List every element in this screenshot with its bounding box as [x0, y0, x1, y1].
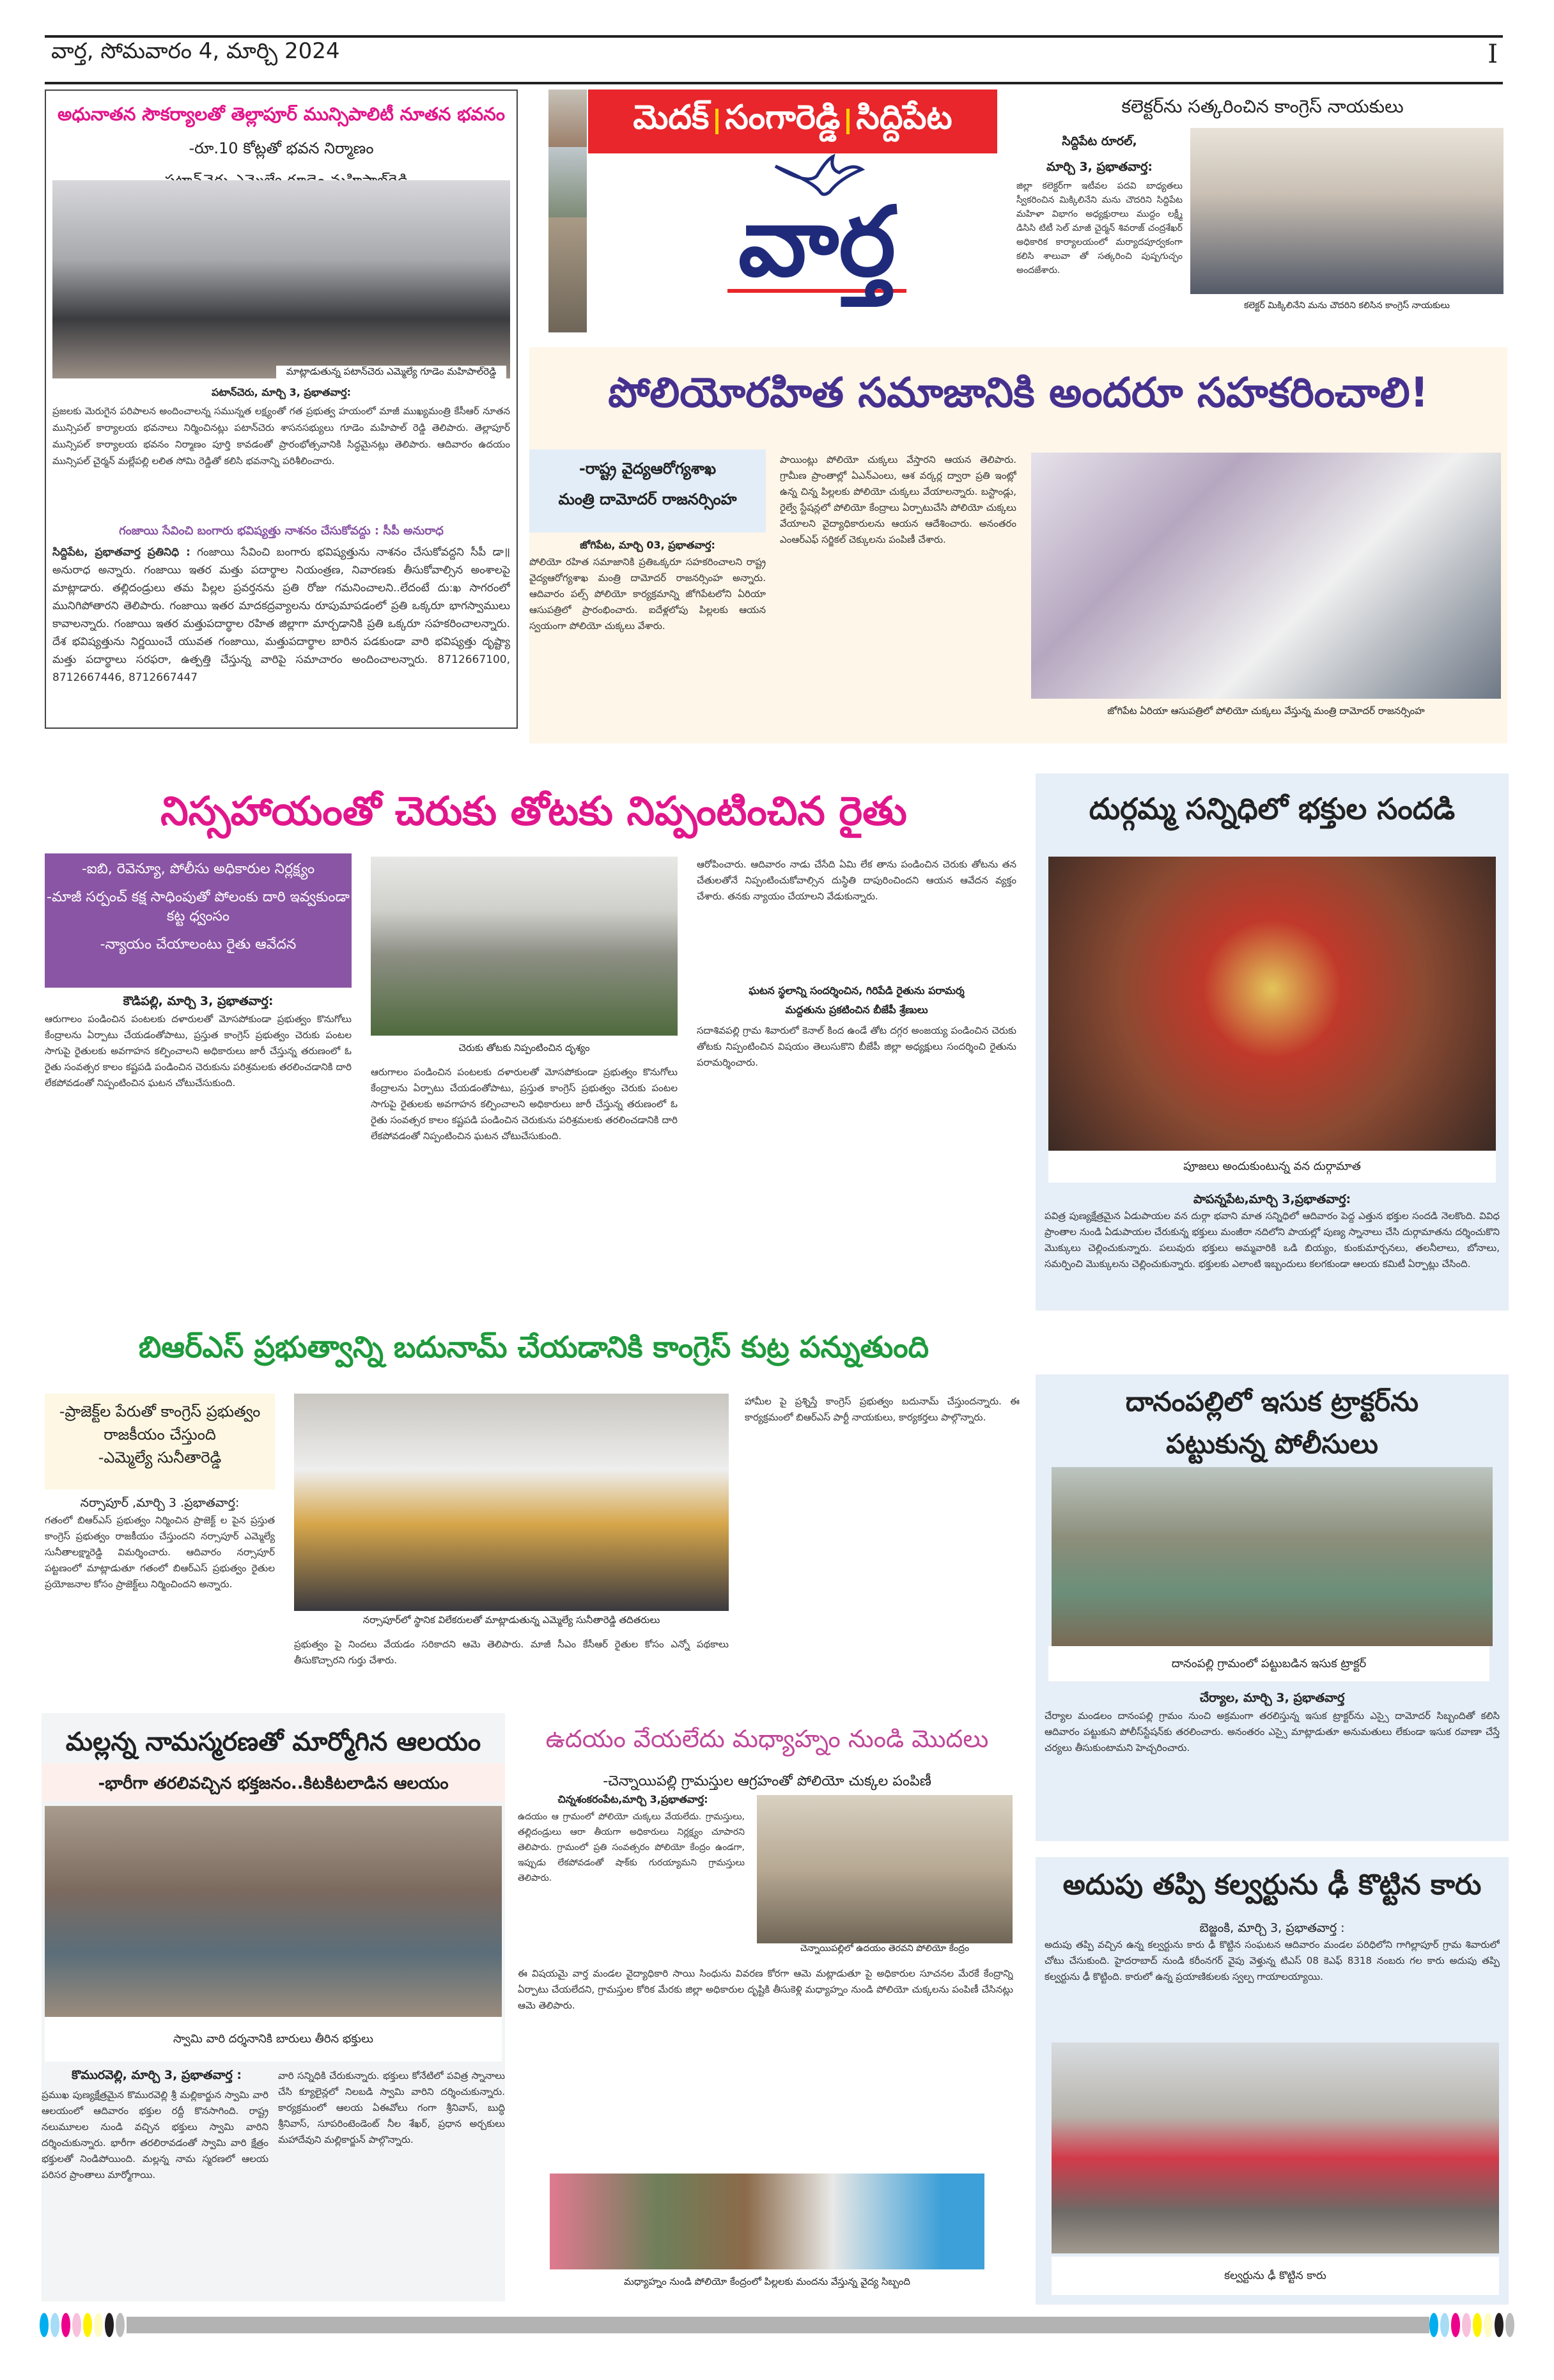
masthead-date: వార్త, సోమవారం 4, మార్చి 2024	[51, 38, 340, 64]
mallanna-dateline: కొమురవెల్లి, మార్చి 3, ప్రభాతవార్త :	[72, 2068, 242, 2082]
sugarcane-body-1-cont: ఆరుగాలం పండించిన పంటలకు దళారులతో మోసపోకుండా ప్రభుత్వం కొనుగోలు కేంద్రాలను ఏర్పాటు చేయడంతోపాటు, ప్రస్తుత కాంగ్రెస్ ప్రభుత్వం చెరుకు పంటల సాగుపై రైతులకు అవగాహన కల్పించాలని అధికారులు జారీ చేస్తున్న తరుణంలో ఓ రైతు సంవత్సర కాలం కష్టపడి పండించిన చెరుకును పరిశ్రమలకు తరలించడానికి దారి లేకపోవడంతో నిప్పంటించిన ఘటన చోటుచేసుకుంది.	[371, 1066, 678, 1142]
mallanna-photo	[45, 1806, 502, 2017]
car-accident-headline: అదుపు తప్పి కల్వర్టును ఢీ కొట్టిన కారు	[1062, 1869, 1482, 1901]
brs-body-2: ప్రభుత్వం పై నిందలు వేయడం సరికాదని ఆమె తెలిపారు. మాజీ సీఎం కేసీఆర్ రైతుల కోసం ఎన్నో పథకాలు తీసుకొచ్చారని గుర్తు చేశారు.	[294, 1638, 729, 1666]
color-swatches-right	[1429, 2313, 1516, 2337]
sugarcane-subhead-box	[45, 853, 352, 988]
durgamma-body: పవిత్ర పుణ్యక్షేత్రమైన ఏడుపాయల వన దుర్గా భవాని మాత సన్నిధిలో ఆదివారం పెద్ద ఎత్తున భక్తుల సందడి నెలకొంది. వివిధ ప్రాంతాల నుండి ఏడుపాయల చేరుకున్న భక్తులు మంజీరా నదిలోని పాయల్లో పుణ్య స్నానాలు చేసి దుర్గామాతను దర్శించుకొని మొక్కులు చెల్లించుకున్నారు. పలువురు భక్తులు అమ్మవారికి ఒడి బియ్యం, కుంకుమార్చనలు, తలనీలాలు, బోనాలు, సమర్పించి మొక్కులను చెల్లించుకున్నారు. భక్తులకు ఎలాంటి ఇబ్బందులు కలగకుండా ఆలయ కమిటీ ఏర్పాట్లు చేసింది.	[1045, 1210, 1500, 1270]
chennaipalli-headline: ఉదయం వేయలేదు మధ్యాహ్నం నుండి మొదలు	[545, 1725, 989, 1753]
sand-tractor-headline: దానంపల్లిలో ఇసుక ట్రాక్టర్‌ను పట్టుకున్న పోలీసులు	[1125, 1386, 1419, 1459]
sand-tractor-photo-caption: దానంపల్లి గ్రామంలో పట్టుబడిన ఇసుక ట్రాక్టర్	[1048, 1646, 1489, 1681]
sugarcane-photo-caption: చెరుకు తోటకు నిప్పంటించిన దృశ్యం	[371, 1042, 678, 1056]
chennaipalli-body-1: ఉదయం ఆ గ్రామంలో పోలియో చుక్కలు వేయలేదు. గ్రామస్తులు, తల్లిదండ్రులు ఆరా తీయగా అధికారులు నిర్లక్ష్యం చూపారని తెలిపారు. గ్రామంలో ప్రతి సంవత్సరం పోలియో కేంద్రం ఉండగా, ఇప్పుడు లేకపోవడంతో షాక్‌కు గురయ్యామని గ్రామస్తులు తెలిపారు.	[518, 1812, 745, 1883]
sugarcane-body-2: ఆరోపించారు. ఆదివారం నాడు చేసేది ఏమి లేక తాను పండించిన చెరుకు తోటను తన చేతులతోనే నిప్పంటించుకోవాల్సిన దుస్థితి దాపురించిందని ఆయన ఆవేదన వ్యక్తం చేశారు. తనకు న్యాయం చేయాలని వేడుకున్నారు.	[697, 859, 1016, 902]
sugarcane-dateline: కౌడిపల్లి, మార్చి 3, ప్రభాతవార్త:	[123, 994, 274, 1008]
brs-body-3: హామీల పై ప్రశ్నిస్తే కాంగ్రెస్ ప్రభుత్వం బదునామ్ చేస్తుందన్నారు. ఈ కార్యక్రమంలో బిఆర్ఎస్ పార్టీ నాయకులు, కార్యకర్తలు పాల్గొన్నారు.	[745, 1396, 1020, 1423]
polio-body-2: పాయింట్లు పోలియో చుక్కలు వేస్తారని ఆయన తెలిపారు. గ్రామీణ ప్రాంతాల్లో ఏఎన్ఎంలు, ఆశ వర్కర్ల ద్వారా ప్రతి ఇంట్లో ఉన్న చిన్న పిల్లలకు పోలియో చుక్కలు వేయాలన్నారు. బస్టాండ్లు, రైల్వే స్టేషన్లలో పోలియో కేంద్రాలు ఏర్పాటుచేసి పోలియో చుక్కలు వేయాలని వైద్యాధికారులను ఆయన ఆదేశించారు. అనంతరం ఎంఆర్ఎఫ్ సర్జికల్ చెక్కులను పంపిణీ చేశారు.	[780, 454, 1016, 545]
durgamma-dateline: పాపన్నపేట,మార్చి 3,ప్రభాతవార్త:	[1193, 1192, 1351, 1206]
color-swatch	[116, 2313, 125, 2337]
varta-logo	[644, 153, 990, 326]
collector-body: జిల్లా కలెక్టర్‌గా ఇటీవల పదవి బాధ్యతలు స్వీకరించిన మిక్కిలినేని మను చౌదరిని సిద్దిపేట మహిళా విభాగం అధ్యక్షురాలు ముద్దం లక్ష్మీ డిసిసి టిటీ సెల్ మాజీ చైర్మన్ శివరాజ్ చంద్రశేఖర్ అధికారిక కార్యాలయంలో మర్యాదపూర్వకంగా కలిసి శాలువా తో సత్కరించి పుష్పగుచ్ఛం అందజేశారు.	[1016, 181, 1183, 276]
collector-article	[1016, 89, 1509, 332]
district-banner	[588, 89, 997, 153]
color-swatch	[40, 2313, 49, 2337]
tellapur-headline: అధునాతన సౌకర్యాలతో తెల్లాపూర్ మున్సిపాలిటీ నూతన భవనం	[58, 104, 505, 125]
brs-body-1: గతంలో బిఆర్ఎస్ ప్రభుత్వం నిర్మించిన ప్రాజెక్ట్ ల పైన ప్రస్తుత కాంగ్రెస్ ప్రభుత్వం రాజకీయం చేస్తుందని నర్సాపూర్ ఎమ్మెల్యే సునీతాలక్ష్మారెడ్డి విమర్శించారు. ఆదివారం నర్సాపూర్ పట్టణంలో మాట్లాడుతూ గతంలో బిఆర్ఎస్ ప్రభుత్వం రైతుల ప్రయోజనాల కోసం ప్రాజెక్ట్‌లు నిర్మించిందని అన్నారు.	[45, 1514, 275, 1590]
chennaipalli-photo-caption-1: చెన్నాయిపల్లిలో ఉదయం తెరవని పోలియో కేంద్రం	[757, 1943, 1013, 1956]
color-swatch	[51, 2313, 59, 2337]
brs-headline: బిఆర్ఎస్ ప్రభుత్వాన్ని బదునామ్ చేయడానికి కాంగ్రెస్ కుట్ర పన్నుతుంది	[138, 1330, 929, 1364]
brs-dateline: నర్సాపూర్ ,మార్చి 3 .ప్రభాతవార్త:	[80, 1496, 240, 1510]
sugarcane-sub-headline: ఘటన స్థలాన్ని సందర్శించిన, గిరిపేడి రైతును పరామర్శ	[749, 984, 965, 997]
top-rule	[45, 35, 1503, 38]
masthead-rule	[45, 82, 1503, 84]
temple-photo-3	[548, 217, 587, 332]
ganja-body: గంజాయి సేవించి బంగారు భవిష్యత్తును నాశనం చేసుకోవద్దని సీపీ డా॥అనురాధ అన్నారు. గంజాయి ఇతర మత్తు పదార్థాల నియంత్రణ, నివారణకు తీసుకోవాల్సిన అంశాలపై మాట్లాడారు. తల్లిదండ్రులు తమ పిల్లల ప్రవర్తనను ప్రతి రోజు గమనించాలని..లేదంటే దు:ఖ సాగరంలో మునిగిపోతారని తెలిపారు. గంజాయి ఇతర మాదకద్రవ్యాలను రూపుమాపడంలో ప్రతి ఒక్కరూ భాగస్వాములు కావాలన్నారు. గంజాయి ఇతర మత్తుపదార్థాల రహిత జిల్లాగా మార్చడానికి ప్రతి ఒక్కరూ సహకరించాలన్నారు. దేశ భవిష్యత్తును నిర్ణయించే యువత గంజాయి, మత్తుపదార్థాల బారిన పడకుండా వారి భవిష్యత్తు దృష్ట్యా మత్తు పదార్థాలు సరఫరా, ఉత్పత్తి చేస్తున్న వారిపై సమాచారం అందించాలన్నారు.	[52, 546, 510, 666]
durgamma-photo-caption: పూజలు అందుకుంటున్న వన దుర్గామాత	[1048, 1151, 1496, 1183]
car-accident-body: అదుపు తప్పి వచ్చిన ఉన్న కల్వర్టును కారు ఢీ కొట్టిన సంఘటన ఆదివారం మండల పరిధిలోని గాగిల్లాపూర్ గ్రామ శివారులో చోటు చేసుకుంది. హైదరాబాద్ నుండి కరీంనగర్ వైపు వెళ్తున్న టిఎస్ 08 కెఎఫ్ 8318 నంబరు గల కారు అదుపు తప్పి కల్వర్టును ఢీ కొట్టింది. కారులో ఉన్న ప్రయాణికులకు స్వల్ప గాయాలయ్యాయి.	[1045, 1939, 1500, 1982]
car-accident-article	[1036, 1857, 1509, 2305]
sugarcane-body-left-col	[371, 1064, 678, 1295]
brs-photo-caption: నర్సాపూర్‌లో స్థానిక విలేకరులతో మాట్లాడుతున్న ఎమ్మెల్యే సునీతారెడ్డి తదితరులు	[294, 1614, 729, 1628]
color-swatch	[1451, 2313, 1460, 2337]
polio-body-1: పోలియో రహిత సమాజానికి ప్రతిఒక్కరూ సహకరించాలని రాష్ట్ర వైద్యఆరోగ్యశాఖ మంత్రి దామోదర్ రాజనర్సింహ అన్నారు. ఆదివారం పల్స్ పోలియో కార్యక్రమాన్ని జోగిపేటలోని ఏరియా ఆసుపత్రిలో ప్రారంభించారు. ఐదేళ్లలోపు పిల్లలకు ఆయన స్వయంగా పోలియో చుక్కలు వేశారు.	[529, 556, 766, 632]
sugarcane-photo	[371, 857, 678, 1036]
mallanna-article	[42, 1713, 505, 2301]
color-swatch	[94, 2313, 103, 2337]
color-swatch	[1462, 2313, 1471, 2337]
sugarcane-subhead-2: -మాజీ సర్పంచ్ కక్ష సాధింపుతో పోలంకు దారి ఇవ్వకుండా కట్ట ధ్వంసం	[47, 889, 350, 924]
tellapur-article	[45, 89, 518, 729]
polio-article	[529, 347, 1507, 743]
chennaipalli-photo-1	[757, 1795, 1013, 1945]
color-swatch	[1473, 2313, 1482, 2337]
tellapur-body: ప్రజలకు మెరుగైన పరిపాలన అందించాలన్న సమున్నత లక్ష్యంతో గత ప్రభుత్వ హయంలో మాజీ ముఖ్యమంత్రి కేసీఆర్ నూతన మున్సిపల్ కార్యాలయ భవనాలు నిర్మించినట్లు పటాన్‌చెరు శాసనసభ్యులు గూడెం మహిపాల్ రెడ్డి తెలిపారు. తెల్లాపూర్ మున్సిపల్ కార్యాలయ భవనం నిర్మాణం పూర్తి కావడంతో ప్రారంభోత్సవానికి సిద్ధమైనట్లు తెలిపారు. ఆదివారం ఉదయం మున్సిపల్ చైర్మన్ మల్లేపల్లి లలిత సోమి రెడ్డితో కలిసి భవనాన్ని పరిశీలించారు.	[52, 405, 510, 467]
collector-dateline-place: సిద్దిపేట రూరల్,	[1062, 134, 1137, 148]
sugarcane-sub-headline-2: మద్దతును ప్రకటించిన బీజేపీ శ్రేణులు	[785, 1004, 928, 1016]
registration-bar	[40, 2315, 1516, 2335]
logo-text: వార్త	[738, 187, 896, 298]
polio-headline: పోలియోరహిత సమాజానికి అందరూ సహకరించాలి!	[608, 369, 1429, 417]
car-accident-photo-caption: కల్వర్టును ఢీ కొట్టిన కారు	[1052, 2257, 1499, 2295]
durgamma-headline: దుర్గమ్మ సన్నిధిలో భక్తుల సందడి	[1089, 791, 1456, 826]
brs-subhead-2: -ఎమ్మెల్యే సునీతారెడ్డి	[98, 1449, 222, 1466]
polio-dateline: జోగిపేట, మార్చి 03, ప్రభాతవార్త:	[580, 539, 715, 551]
sugarcane-body-1: ఆరుగాలం పండించిన పంటలకు దళారులతో మోసపోకుండా ప్రభుత్వం కొనుగోలు కేంద్రాలను ఏర్పాటు చేయడంతోపాటు, ప్రస్తుత కాంగ్రెస్ ప్రభుత్వం చెరుకు పంటల సాగుపై రైతులకు అవగాహన కల్పించాలని అధికారులు జారీ చేస్తున్న తరుణంలో ఓ రైతు సంవత్సర కాలం కష్టపడి పండించిన చెరుకును పరిశ్రమలకు తరలించడానికి దారి లేకపోవడంతో నిప్పంటించిన ఘటన చోటుచేసుకుంది.	[45, 1013, 352, 1089]
mallanna-photo-caption: స్వామి వారి దర్శనానికి బారులు తీరిన భక్తులు	[45, 2017, 502, 2062]
divider	[715, 109, 719, 134]
collector-photo	[1190, 128, 1503, 294]
sand-tractor-photo	[1052, 1467, 1493, 1646]
sugarcane-headline: నిస్సహాయంతో చెరుకు తోటకు నిప్పంటించిన రైతు	[160, 788, 907, 834]
chennaipalli-body-2: ఈ విషయమై వార్త మండల వైద్యాధికారి సాయి సింధును వివరణ కోరగా ఆమె మట్లాడుతూ పై అధికారుల సూచనల మేరకే కేంద్రాన్ని ఏర్పాటు చేయలేదని, గ్రామస్తుల కోరిక మేరకు జిల్లా అధికారుల దృష్టికి తీసుకెళ్లి మధ్యాహ్నం నుండి పోలియో చుక్కలను పంపిణీ చేసినట్లు ఆమె తెలిపారు.	[518, 1968, 1013, 2011]
durgamma-photo	[1048, 857, 1496, 1151]
district-medak: మెదక్	[633, 98, 710, 137]
brs-article	[45, 1323, 1023, 1707]
brs-subhead-box	[45, 1394, 275, 1489]
chennaipalli-photo-2	[550, 2174, 984, 2269]
gray-bar	[127, 2317, 1429, 2333]
collector-photo-caption: కలెక్టర్ మిక్కిలినేని మను చౌదరిని కలిసిన కాంగ్రెస్ నాయకులు	[1190, 300, 1503, 313]
color-swatch	[61, 2313, 70, 2337]
mallanna-subhead: -భారీగా తరలివచ్చిన భక్తజనం..కిటకిటలాడిన ఆలయం	[98, 1774, 449, 1793]
chennaipalli-photo-caption-2: మధ్యాహ్నం నుండి పోలియో కేంద్రంలో పిల్లలకు మందను వేస్తున్న వైద్య సిబ్బంది	[518, 2276, 1016, 2290]
polio-subhead-1: -రాష్ట్ర వైద్యఆరోగ్యశాఖ	[579, 460, 717, 478]
mallanna-body-1: ప్రముఖ పుణ్యక్షేత్రమైన కొమురవెల్లి శ్రీ మల్లికార్జున స్వామి వారి ఆలయంలో ఆదివారం భక్తుల రద్దీ కొనసాగింది. రాష్ట్ర నలుమూలల నుండి వచ్చిన భక్తులు స్వామి వారిని దర్శించుకున్నారు. భారీగా తరలిరావడంతో స్వామి వారి క్షేత్రం భక్తులతో నిండిపోయింది. మల్లన్న నామ స్మరణలో ఆలయ పరిసర ప్రాంతాలు మార్మోగాయి.	[42, 2089, 268, 2181]
brand-block	[548, 89, 999, 332]
chennaipalli-dateline: చిన్నశంకరంపేట,మార్చి 3,ప్రభాతవార్త:	[557, 1793, 708, 1805]
tellapur-subhead-1: -రూ.10 కోట్లతో భవన నిర్మాణం	[189, 139, 374, 157]
car-accident-photo	[1052, 2042, 1499, 2253]
collector-dateline-date: మార్చి 3, ప్రభాతవార్త:	[1046, 160, 1153, 174]
sand-tractor-dateline: చేర్యాల, మార్చి 3, ప్రభాతవార్త	[1199, 1691, 1345, 1705]
ganja-body-block	[52, 543, 510, 722]
color-swatch	[1429, 2313, 1438, 2337]
ganja-phones: 8712667100, 8712667446, 8712667447	[52, 653, 510, 684]
chennaipalli-article	[511, 1713, 1023, 2301]
brs-subhead-1: -ప్రాజెక్ట్‌ల పేరుతో కాంగ్రెస్ ప్రభుత్వం రాజకీయం చేస్తుంది	[59, 1403, 261, 1443]
polio-subhead-box	[529, 449, 766, 533]
polio-subhead-2: మంత్రి దామోదర్ రాజనర్సింహ	[558, 490, 737, 508]
district-siddipet: సిద్దిపేట	[856, 98, 952, 137]
ganja-dateline: సిద్దిపేట, ప్రభాతవార్త ప్రతినిధి :	[52, 546, 190, 559]
page-number: I	[1488, 40, 1498, 69]
chennaipalli-subhead: -చెన్నాయిపల్లి గ్రామస్తుల ఆగ్రహంతో పోలియో చుక్కల పంపిణీ	[603, 1773, 931, 1789]
mallanna-body-2: వారి సన్నిధికి చేరుకున్నారు. భక్తులు కోనేటిలో పవిత్ర స్నానాలు చేసి క్యూలైన్లలో నిలబడి స్వామి వారిని దర్శించుకున్నారు. కార్యక్రమంలో ఆలయ ఏఈవోలు గంగా శ్రీనివాస్, బుద్ధి శ్రీనివాస్, సూపరింటెండెంట్ నీల శేఖర్, ప్రధాన అర్చకులు మహాదేవుని మల్లికార్జున్ పాల్గొన్నారు.	[278, 2070, 505, 2145]
sand-tractor-body: చేర్యాల మండలం దానంపల్లి గ్రామం నుంచి అక్రమంగా తరలిస్తున్న ఇసుక ట్రాక్టర్‌ను ఎస్సై దామోదర్ సిబ్బందితో కలిసి ఆదివారం పట్టుకుని పోలీస్‌స్టేషన్‌కు తరలించారు. అనంతరం ఎస్సై మాట్లాడుతూ అనుమతులు లేకుండా ఇసుక రవాణా చేస్తే చర్యలు తీసుకుంటామని హెచ్చరించారు.	[1045, 1710, 1500, 1754]
color-swatch	[1440, 2313, 1449, 2337]
ganja-headline: గంజాయి సేవించి బంగారు భవిష్యత్తు నాశనం చేసుకోవద్దు : సీపీ అనురాధ	[119, 524, 444, 538]
divider	[846, 109, 850, 134]
tellapur-photo	[52, 180, 510, 378]
durgamma-article	[1036, 774, 1509, 1311]
tellapur-photo-caption: మాట్లాడుతున్న పటాన్‌చెరు ఎమ్మెల్యే గూడెం మహిపాల్‌రెడ్డి	[276, 366, 506, 380]
tellapur-dateline: పటాన్‌చెరు, మార్చి 3, ప్రభాతవార్త:	[211, 386, 352, 398]
sand-tractor-article	[1036, 1374, 1509, 1841]
color-swatch	[83, 2313, 92, 2337]
sugarcane-subhead-1: -ఐబి, రెవెన్యూ, పోలీసు అధికారుల నిర్లక్ష్యం	[81, 861, 315, 877]
color-swatch	[1505, 2313, 1514, 2337]
polio-photo-caption: జోగిపేట ఏరియా ఆసుపత్రిలో పోలియో చుక్కలు వేస్తున్న మంత్రి దామోదర్ రాజనర్సింహ	[1107, 705, 1425, 717]
collector-headline: కలెక్టర్‌ను సత్కరించిన కాంగ్రెస్ నాయకులు	[1121, 96, 1404, 117]
sugarcane-subhead-3: -న్యాయం చేయాలంటు రైతు ఆవేదన	[100, 937, 297, 953]
district-sangareddy: సంగారెడ్డి	[725, 98, 841, 137]
brs-photo	[294, 1394, 729, 1611]
color-swatches-left	[40, 2313, 127, 2337]
sugarcane-body-3: సదాశివపల్లి గ్రామ శివారులో కెనాల్ కింద ఉండే తోట దగ్గర అంజయ్య పండించిన చెరుకు తోటకు నిప్పంటించిన విషయం తెలుసుకొని బీజేపీ జిల్లా అధ్యక్షులు సందర్శించి రైతును పరామర్శించారు.	[697, 1025, 1016, 1068]
sugarcane-article	[45, 780, 1023, 1298]
color-swatch	[105, 2313, 114, 2337]
temple-photo-1	[548, 89, 587, 147]
mallanna-headline: మల్లన్న నామస్మరణతో మార్మోగిన ఆలయం	[65, 1727, 481, 1757]
car-accident-dateline: బెజ్జంకి, మార్చి 3, ప్రభాతవార్త :	[1199, 1921, 1345, 1935]
polio-photo	[1031, 453, 1501, 699]
color-swatch	[72, 2313, 81, 2337]
color-swatch	[1495, 2313, 1503, 2337]
temple-photo-2	[548, 147, 587, 217]
color-swatch	[1484, 2313, 1493, 2337]
